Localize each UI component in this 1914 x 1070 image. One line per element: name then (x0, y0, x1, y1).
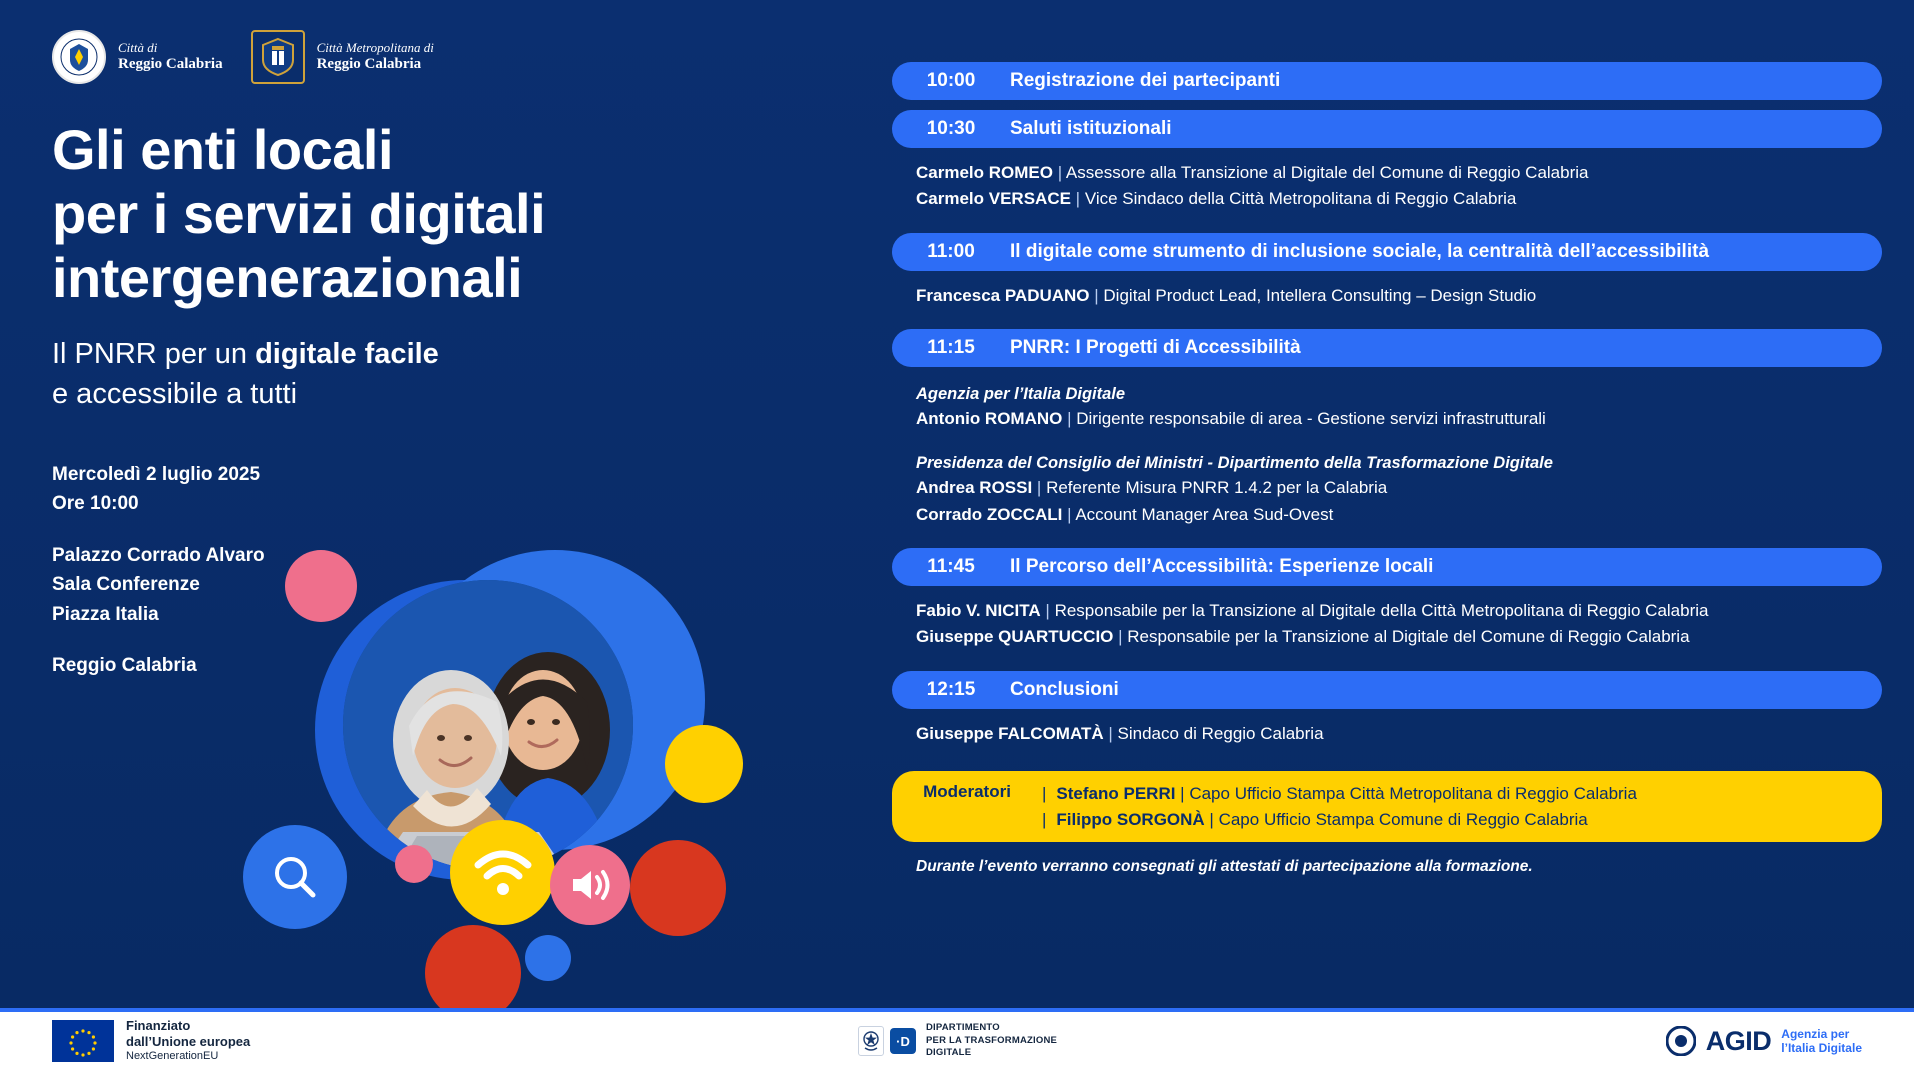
city-crest-icon (52, 30, 106, 84)
title-line-3: intergenerazionali (52, 245, 523, 309)
speaker-name: Francesca PADUANO (916, 285, 1090, 305)
venue-city: Reggio Calabria (52, 654, 197, 676)
agenda-item (892, 548, 1882, 661)
moderator-name: Filippo SORGONÀ (1056, 809, 1205, 829)
agenda-item (892, 110, 1882, 223)
logo-citta-metropolitana (251, 30, 434, 84)
agid-sub-line-1: Agenzia per (1781, 1026, 1850, 1041)
eu-line-2: dall’Unione europea (126, 1034, 251, 1050)
republic-emblem (858, 1026, 916, 1056)
agenda-title: PNRR: I Progetti di Accessibilità (1010, 337, 1301, 359)
speaker-role: Responsabile per la Transizione al Digitale del Comune di Reggio Calabria (1127, 627, 1690, 647)
subtitle-bold: digitale facile (255, 338, 439, 371)
eu-line-1: Finanziato (126, 1017, 191, 1033)
speaker-row: Carmelo ROMEO | Assessore alla Transizione al Digitale del Comune di Reggio Calabria (916, 163, 1589, 182)
speaker-name: Corrado ZOCCALI (916, 504, 1063, 524)
subtitle-post: e accessibile a tutti (52, 377, 298, 410)
agenda-item (892, 671, 1882, 757)
speaker-row: Carmelo VERSACE | Vice Sindaco della Città Metropolitana di Reggio Calabria (916, 189, 1517, 209)
moderators-bar (892, 771, 1882, 842)
institutional-logos (52, 30, 840, 84)
venue-line-2: Sala Conferenze (52, 574, 200, 596)
agenda-panel (892, 52, 1882, 876)
moderator-role: Capo Ufficio Stampa Città Metropolitana di Reggio Calabria (1189, 784, 1637, 804)
speaker-row: Giuseppe FALCOMATÀ | Sindaco di Reggio Calabria (916, 723, 1324, 743)
agenda-time: 11:00 (927, 240, 975, 262)
speaker-name: Giuseppe FALCOMATÀ (916, 723, 1104, 743)
logo-comune-line1: Città di (118, 39, 158, 55)
logo-comune (52, 30, 223, 84)
speaker-name: Giuseppe QUARTUCCIO (916, 627, 1114, 647)
speaker-row: Andrea ROSSI | Referente Misura PNRR 1.4.2 per la Calabria (916, 478, 1388, 498)
venue-line-1: Palazzo Corrado Alvaro (52, 544, 265, 566)
footer-department-block (858, 1022, 1057, 1060)
moderator-name: Stefano PERRI (1056, 784, 1176, 804)
agenda-speakers (892, 586, 1882, 661)
agid-logo-icon (1666, 1026, 1696, 1056)
logo-comune-line2: Reggio Calabria (118, 55, 223, 72)
agenda-speakers (892, 271, 1882, 319)
italy-emblem-icon (858, 1026, 884, 1056)
speaker-row: Giuseppe QUARTUCCIO | Responsabile per la Transizione al Digitale del Comune di Reggio Calabria (916, 627, 1690, 647)
agenda-time: 11:15 (927, 337, 975, 359)
logo-metro-line1: Città Metropolitana di (316, 39, 434, 55)
dept-line-3: DIGITALE (926, 1047, 972, 1059)
metropolitan-city-crest-icon (251, 30, 305, 84)
agenda-title: Il Percorso dell’Accessibilità: Esperienze locali (1010, 556, 1434, 578)
eu-line-3: NextGenerationEU (126, 1050, 219, 1063)
speaker-row: Antonio ROMANO | Dirigente responsabile di area - Gestione servizi infrastrutturali (916, 409, 1546, 429)
footer-eu-block (52, 1018, 250, 1064)
moderator-row: | Filippo SORGONÀ | Capo Ufficio Stampa Comune di Reggio Calabria (1042, 809, 1588, 829)
speaker-role: Referente Misura PNRR 1.4.2 per la Calabria (1046, 478, 1388, 498)
moderators-label: Moderatori (923, 782, 1011, 802)
agenda-speakers (892, 709, 1882, 757)
moderator-row: | Stefano PERRI | Capo Ufficio Stampa Città Metropolitana di Reggio Calabria (1042, 784, 1637, 804)
event-date: Mercoledì 2 luglio 2025 (52, 463, 261, 485)
moderator-role: Capo Ufficio Stampa Comune di Reggio Calabria (1218, 809, 1588, 829)
speaker-group-label: Presidenza del Consiglio dei Ministri - Dipartimento della Trasformazione Digitale (916, 454, 1553, 473)
event-note: Durante l’evento verranno consegnati gli attestati di partecipazione alla formazione. (916, 858, 1533, 876)
speaker-name: Andrea ROSSI (916, 478, 1033, 498)
dept-line-2: PER LA TRASFORMAZIONE (926, 1034, 1058, 1046)
speaker-role: Responsabile per la Transizione al Digitale della Città Metropolitana di Reggio Calabria (1054, 601, 1709, 621)
speaker-name: Fabio V. NICITA (916, 601, 1041, 621)
left-panel (0, 0, 880, 1012)
speaker-row: Corrado ZOCCALI | Account Manager Area Sud-Ovest (916, 504, 1334, 524)
footer-agid-block (1666, 1026, 1862, 1057)
agenda-bar (892, 110, 1882, 148)
agid-name: AGID (1705, 1025, 1772, 1056)
department-mark-icon: ·D (890, 1028, 916, 1054)
agenda-item (892, 233, 1882, 319)
page-subtitle (52, 335, 840, 413)
agenda-bar (892, 671, 1882, 709)
logo-metro-line2: Reggio Calabria (316, 55, 422, 72)
speaker-name: Carmelo ROMEO (916, 163, 1053, 182)
agenda-bar (892, 233, 1882, 271)
agenda-bar (892, 548, 1882, 586)
speaker-name: Carmelo VERSACE (916, 189, 1071, 209)
agenda-time: 10:30 (926, 118, 976, 139)
agenda-time: 10:00 (926, 70, 976, 91)
page-title (52, 118, 840, 309)
speaker-name: Antonio ROMANO (916, 409, 1063, 429)
agid-sub-line-2: l’Italia Digitale (1781, 1041, 1862, 1055)
agenda-title: Conclusioni (1010, 679, 1119, 701)
speaker-role: Sindaco di Reggio Calabria (1117, 723, 1324, 743)
speaker-role: Digital Product Lead, Intellera Consulting – Design Studio (1103, 285, 1537, 305)
agenda-speakers (892, 367, 1882, 538)
speaker-group-label: Agenzia per l’Italia Digitale (916, 385, 1126, 404)
eu-flag-icon (52, 1020, 114, 1062)
speaker-row: Fabio V. NICITA | Responsabile per la Transizione al Digitale della Città Metropolitana di Reggio Calabria (916, 601, 1709, 621)
agenda-title: Saluti istituzionali (1010, 118, 1172, 140)
dept-line-1: DIPARTIMENTO (926, 1021, 1000, 1033)
speaker-role: Assessore alla Transizione al Digitale del Comune di Reggio Calabria (1065, 163, 1589, 182)
speaker-role: Account Manager Area Sud-Ovest (1075, 504, 1334, 524)
agenda-item (892, 329, 1882, 538)
speaker-role: Dirigente responsabile di area - Gestione servizi infrastrutturali (1076, 409, 1546, 429)
footer (0, 1012, 1914, 1070)
subtitle-pre: Il PNRR per un (52, 338, 256, 371)
agenda-time: 11:45 (927, 556, 975, 578)
agenda-item (892, 62, 1882, 100)
speaker-row: Francesca PADUANO | Digital Product Lead, Intellera Consulting – Design Studio (916, 285, 1537, 305)
agenda-speakers (892, 148, 1882, 223)
event-details (52, 460, 840, 681)
speaker-role: Vice Sindaco della Città Metropolitana di Reggio Calabria (1084, 189, 1517, 209)
agenda-bar (892, 62, 1882, 100)
title-line-2: per i servizi digitali (52, 181, 546, 245)
agenda-time: 12:15 (926, 678, 976, 700)
agenda-title: Registrazione dei partecipanti (1010, 70, 1281, 92)
agenda-title: Il digitale come strumento di inclusione sociale, la centralità dell’accessibilità (1010, 241, 1710, 263)
venue-line-3: Piazza Italia (52, 603, 159, 625)
event-time: Ore 10:00 (52, 493, 139, 515)
title-line-1: Gli enti locali (52, 118, 394, 181)
agenda-bar (892, 329, 1882, 367)
